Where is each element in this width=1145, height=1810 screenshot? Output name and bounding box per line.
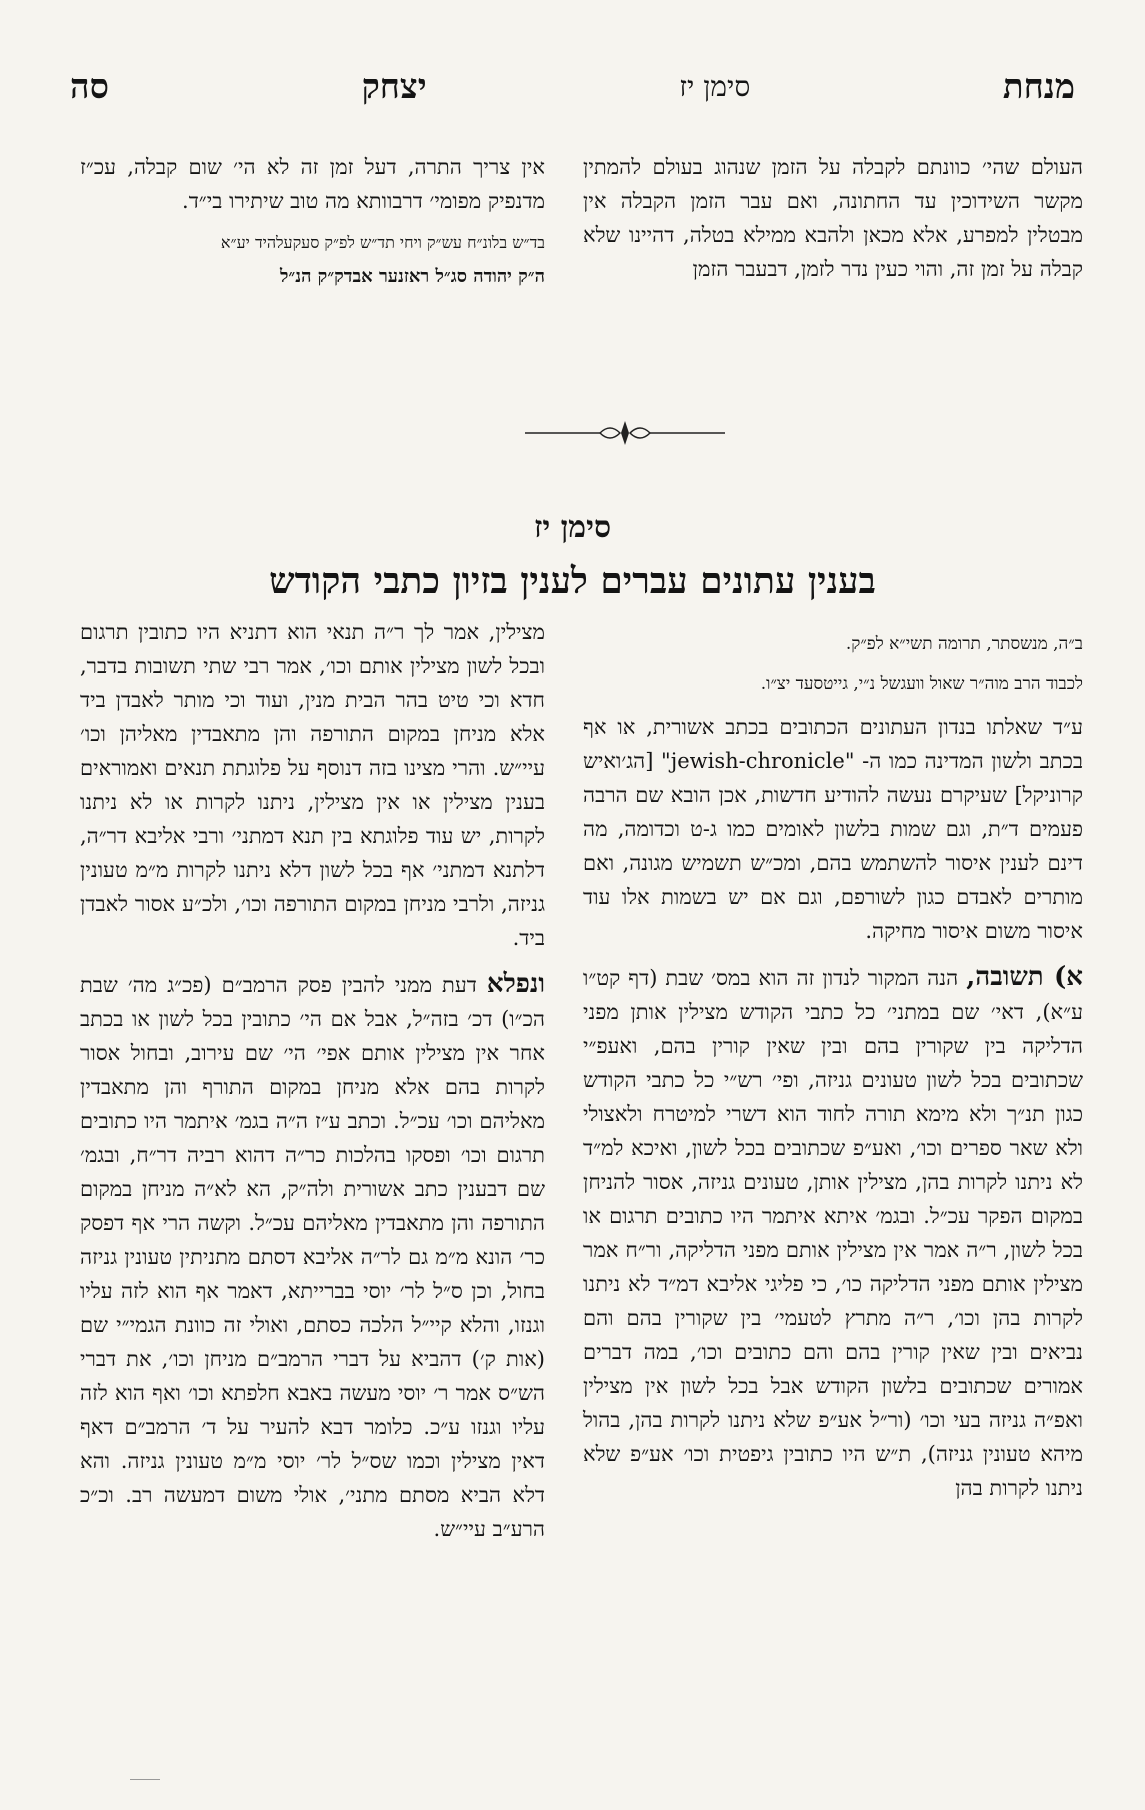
header-left-word: יצחק <box>361 67 427 107</box>
signature-name: ה״ק יהודה סג״ל ראזנער אבדק״ק הנ״ל <box>279 266 545 287</box>
text-paragraph <box>80 967 545 1546</box>
siman-subtitle: בענין עתונים עברים לענין בזיון כתבי הקודש <box>269 560 876 602</box>
answer-lead: א) תשובה, <box>966 962 1083 992</box>
footer-rule <box>130 1779 160 1780</box>
text-paragraph: העולם שהי׳ כוונתם לקבלה על הזמן שנהוג בעולם להמתין מקשר השידוכין עד החתונה, ואם עבר הזמן הקבלה אין מבטלין למפרע, אלא מכאן ולהבא ממילא בטלה, דהיינו שלא קבלה על זמן זה, והוי כעין נדר לזמן, דבעבר הזמן <box>583 155 1083 281</box>
addressee: לכבוד הרב מוה״ר שאול וועגשל נ״י, גייטסעד יצ״ו. <box>760 674 1083 694</box>
paragraph-lead: ונפלא <box>486 969 545 999</box>
siman-title: סימן יז <box>533 510 612 545</box>
column-right-top <box>583 150 1083 298</box>
column-right-main <box>583 630 1083 1517</box>
answer-text: הנה המקור לנדון זה הוא במס׳ שבת (דף קט״ו ע״א), דאי׳ שם במתני׳ כל כתבי הקודש מצילין אותן מפני הדליקה בין שקורין בהם ובין שאין קורין בהם, ואעפ״י שכתובים בכל לשון טעונים גניזה, ופי׳ רש״י כל כתבי הקודש כגון תנ״ך ולא מימא תורה לחוד הוא דשרי למיטרח ולאצולי ולא שאר ספרים וכו׳, ואע״פ שכתובים בכל לשון, ואיכא למ״ד לא ניתנו לקרות בהן, מצילין אותן, טעונים גניזה, אסור להניחן במקום הפקר עכ״ל. ובגמ׳ איתא איתמר היו כתובים תרגום או בכל לשון, ר״ה אמר אין מצילין אותם מפני הדליקה, ור״ח אמר מצילין אותם מפני הדליקה כו׳, כי פליגי אליבא דמ״ד לא ניתנו לקרות בהן וכו׳, ר״ה מתרץ לטעמי׳ בין שקורין בהם והם נביאים ובין שאין קורין בהם והם כתובים וכו׳, במה דברים אמורים שכתובים בלשון הקודש אבל בכל לשון אין מצילין ואפ״ה גניזה בעי וכו׳ (ור״ל אע״פ שלא ניתנו לקרות בהן, בהול מיהא טעונין גניזה), ת״ש היו כתובין גיפטית וכו׳ אע״פ שלא ניתנו לקרות בהן <box>583 966 1084 1500</box>
answer-paragraph <box>583 960 1083 1505</box>
page-number: סה <box>70 67 109 107</box>
column-left-top <box>80 150 545 290</box>
signature-date: בד״ש בלונ״ח עש״ק ויחי תד״ש לפ״ק סעקעלהיד יע״א <box>220 233 545 252</box>
dateline: ב״ה, מנשסתר, תרומה תשי״א לפ״ק. <box>845 634 1083 654</box>
question-paragraph: ע״ד שאלתו בנדון העתונים הכתובים בכתב אשורית, או אף בכתב ולשון המדינה כמו ה- "jewish-chronicle" [הג׳ואיש קרוניקל] שעיקרם נעשה להודיע חדשות, אכן הובא שם הרבה פעמים ד״ת, וגם שמות בלשון לאומים כמו ג-ט וכדומה, מה דינם לענין איסור להשתמש בהם, ומכ״ש תשמיש מגונה, ואם מותרים לאבדם כגון לשורפם, וגם אם יש בשמות אלו עוד איסור משום איסור מחיקה. <box>583 715 1083 943</box>
page-header <box>70 62 1075 112</box>
header-right-word: מנחת <box>1002 67 1075 107</box>
text-paragraph: אין צריך התרה, דעל זמן זה לא הי׳ שום קבלה, עכ״ז מדנפיק מפומי׳ דרבוותא מה טוב שיתירו בי״ד. <box>80 155 545 213</box>
paragraph-text: דעת ממני להבין פסק הרמב״ם (פכ״ג מה׳ שבת הכ״ו) דכ׳ בזה״ל, אבל אם הי׳ כתובין בכל לשון או בכתב אחר אין מצילין אותם אפי׳ הי׳ שם עירוב, ובחול אסור לקרות בהם אלא מניחן במקום התורף והן מתאבדין מאליהם וכו׳ עכ״ל. וכתב ע״ז ה״ה בגמ׳ איתמר היו כתובים תרגום וכו׳ ופסקו בהלכות כר״ה דהוא רביה דר״ח, ובגמ׳ שם דבענין כתב אשורית ולה״ק, הא לא״ה מניחן במקום התורפה והן מתאבדין מאליהם עכ״ל. וקשה הרי אף דפסק כר׳ הונא מ״מ גם לר״ה אליבא דסתם מתניתין טעונין גניזה בחול, וכן ס״ל לר׳ יוסי בברייתא, דאמר אף הוא לזה עליו וגנזו, והלא קיי״ל הלכה כסתם, ואולי זה כוונת הגמי״י שם (אות ק׳) דהביא על דברי הרמב״ם מניחן וכו׳, את דברי הש״ס אמר ר׳ יוסי מעשה באבא חלפתא וכו׳ ואף הוא לזה עליו וגנזו ע״כ. כלומר דבא להעיר על ד׳ הרמב״ם דאף דאין מצילין וכמו שס״ל לר׳ יוסי מ״מ טעונין גניזה. והא דלא הביא מסתם מתני׳, אולי משום דמעשה רב. וכ״כ הרע״ב עיי״ש. <box>80 973 545 1541</box>
column-left-main <box>80 615 545 1558</box>
text-paragraph: מצילין, אמר לך ר״ה תנאי הוא דתניא היו כתובין תרגום ובכל לשון מצילין אותם וכו׳, אמר רבי שתי תשובות בדבר, חדא וכי טיט בהר הבית מנין, ועוד וכי מותר לאבדן ביד אלא מניחן במקום התורפה והן מתאבדין מאליהן וכו׳ עיי״ש. והרי מצינו בזה דנוסף על פלוגתת תנאים ואמוראים בענין מצילין או אין מצילין, ניתנו לקרות או לא ניתנו לקרות, יש עוד פלוגתא בין תנא דמתני׳ ורבי אליבא דר״ה, דלתנא דמתני׳ אף בכל לשון דלא ניתנו לקרות מ״מ טעונין גניזה, ולרבי מניחן במקום התורפה וכו׳, ולכ״ע אסור לאבדן ביד. <box>80 620 545 950</box>
header-siman: סימן יז <box>679 70 751 103</box>
ornament-divider-icon <box>520 418 730 448</box>
